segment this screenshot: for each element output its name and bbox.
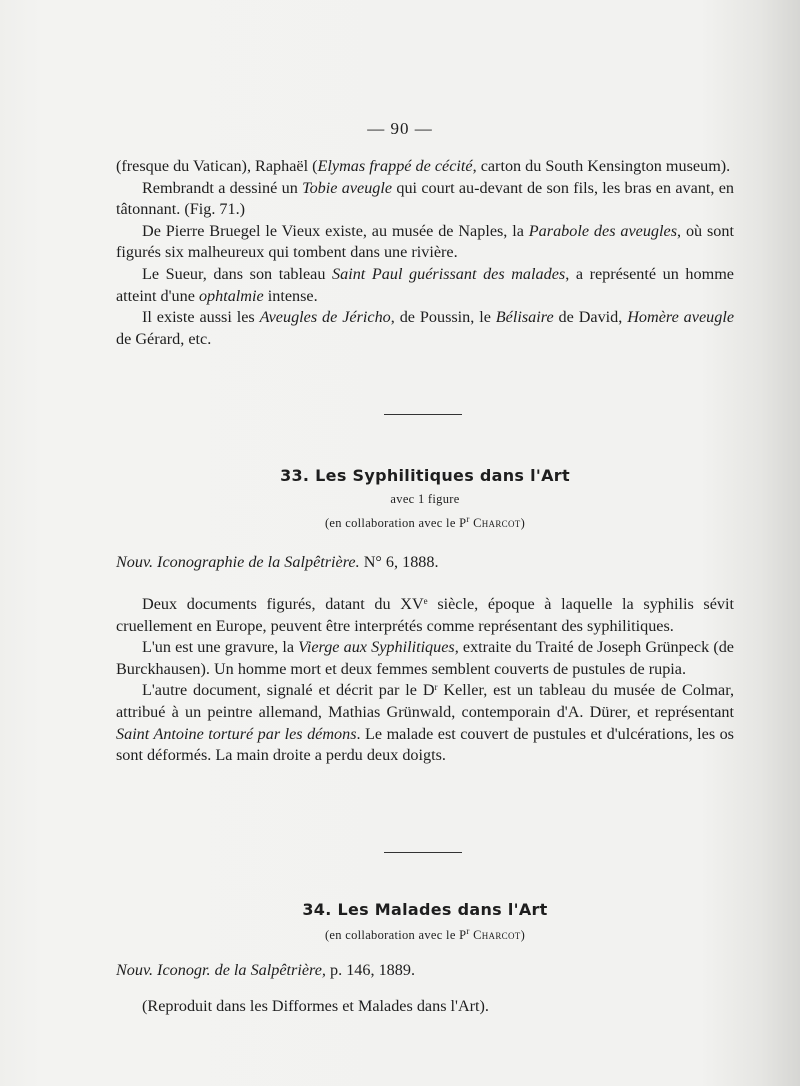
paragraph: L'un est une gravure, la Vierge aux Syphilitiques, extraite du Traité de Joseph Grünpeck (de Burckhausen). Un homme mort et deux femmes semblent couverts de pustules de rupia. bbox=[116, 638, 734, 678]
section-34-collaboration: (en collaboration avec le $P^r$ Charcot) bbox=[324, 926, 526, 942]
section-34-reference: Nouv. Iconogr. de la Salpêtrière, p. 146, 1889. bbox=[116, 961, 415, 979]
section-33-body bbox=[116, 594, 734, 767]
paragraph: (fresque du Vatican), Raphaël (Elymas frappé de cécité, carton du South Kensington museum). bbox=[116, 157, 731, 175]
paragraph: Rembrandt a dessiné un Tobie aveugle qui court au-devant de son fils, les bras en avant, en tâtonnant. (Fig. 71.) bbox=[116, 178, 735, 219]
page-number: — 90 — bbox=[367, 119, 433, 138]
top-section bbox=[116, 156, 734, 350]
section-34-note: (Reproduit dans les Difformes et Malades dans l'Art). bbox=[142, 997, 489, 1015]
paragraph: De Pierre Bruegel le Vieux existe, au musée de Naples, la Parabole des aveugles, où sont figurés six malheureux qui tombent dans une rivière. bbox=[116, 221, 734, 262]
section-33-collaboration: (en collaboration avec le $P^r$ Charcot) bbox=[324, 514, 526, 530]
paragraph: Il existe aussi les Aveugles de Jéricho, de Poussin, le Bélisaire de David, Homère aveugle de Gérard, etc. bbox=[116, 308, 735, 348]
section-divider bbox=[384, 852, 462, 853]
paragraph: L'autre document, signalé et décrit par le $D^r$ Keller, est un tableau du musée de Colmar, attribué à un peintre allemand, Mathias Grünwald, contemporain d'A. Dürer, et représentant Saint Antoine torturé par les démons. Le malade est couvert de pustules et d'ulcérations, les os sont déformés. La main droite a perdu deux doigts. bbox=[116, 681, 734, 765]
section-33-title: 33. Les Syphilitiques dans l'Art bbox=[280, 466, 570, 485]
paragraph: Deux documents figurés, datant du XVe siècle, époque à laquelle la syphilis sévit cruellement en Europe, peuvent être interprétés comme représentant des syphilitiques. bbox=[116, 595, 735, 635]
section-34-title: 34. Les Malades dans l'Art bbox=[302, 900, 548, 919]
section-33-subtitle: avec 1 figure bbox=[390, 492, 460, 506]
section-33-reference: Nouv. Iconographie de la Salpêtrière. N° 6, 1888. bbox=[116, 553, 439, 571]
paragraph: Le Sueur, dans son tableau Saint Paul guérissant des malades, a représenté un homme atteint d'une ophtalmie intense. bbox=[116, 264, 734, 305]
section-divider bbox=[384, 414, 462, 415]
